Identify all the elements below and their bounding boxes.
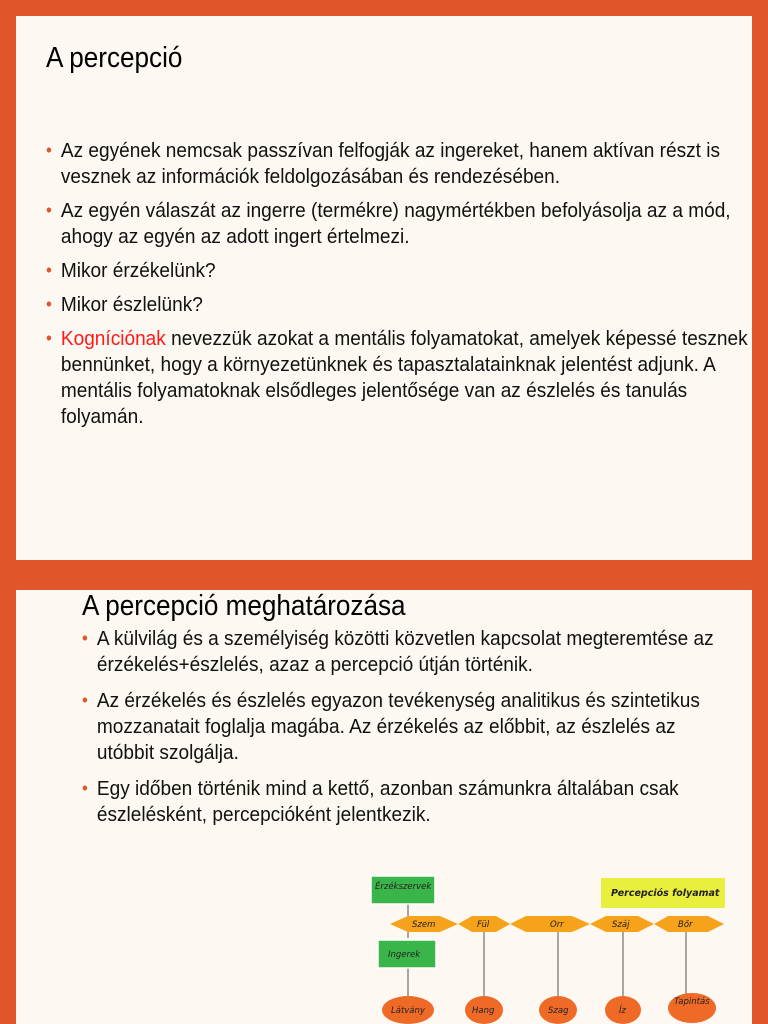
- organ-label: Száj: [612, 920, 630, 930]
- slide-2-bullet-list: [82, 626, 722, 838]
- bullet-icon: •: [82, 628, 88, 648]
- bullet-text: nevezzük azokat a mentális folyamatokat, amelyek képessé tesznek bennünket, hogy a környezetünknek és tapasztalatainknak jelentést adjunk. A mentális folyamatoknak elsődleges jelentősége van az észlelés és tanulás folyamán.: [60, 327, 748, 428]
- organ-label: Bőr: [678, 920, 693, 930]
- bullet-item: • A külvilág és a személyiség közötti közvetlen kapcsolat megteremtése az érzékelés+észlelés, azaz a percepció útján történik.: [82, 627, 714, 676]
- bullet-item: • Mikor érzékelünk?: [46, 259, 216, 282]
- output-row: [382, 993, 716, 1024]
- slide-1: [16, 16, 752, 560]
- bullet-item: • Mikor észlelünk?: [46, 293, 203, 316]
- stimuli-label: Ingerek: [388, 950, 421, 960]
- bullet-icon: •: [46, 200, 52, 220]
- slide-2: [16, 590, 752, 1024]
- process-label: Percepciós folyamat: [611, 888, 720, 899]
- senses-label: Érzékszervek: [375, 882, 432, 892]
- bullet-item: • Az egyének nemcsak passzívan felfogják az ingereket, hanem aktívan részt is vesznek az információk feldolgozásában és rendezésében.: [46, 139, 721, 188]
- bullet-item-cognition: [46, 326, 757, 430]
- output-label: Hang: [472, 1006, 495, 1016]
- organ-label: Szem: [412, 920, 436, 930]
- highlight-term: Kogníciónak: [60, 327, 166, 350]
- bullet-icon: •: [46, 328, 52, 348]
- perception-diagram: [368, 870, 752, 1024]
- output-label: Íz: [619, 1006, 626, 1016]
- organ-label: Fül: [477, 920, 490, 930]
- bullet-icon: •: [82, 690, 88, 710]
- output-label: Szag: [548, 1006, 569, 1016]
- bullet-icon: •: [82, 778, 88, 798]
- slide-1-bullet-list: [46, 138, 746, 438]
- output-label: Látvány: [391, 1006, 425, 1016]
- organ-label: Orr: [550, 920, 564, 930]
- bullet-item: • Az érzékelés és észlelés egyazon tevékenység analitikus és szintetikus mozzanatait foglalja magába. Az érzékelés az előbbit, az észlelés az utóbbit szolgálja.: [82, 689, 700, 764]
- bullet-icon: •: [46, 294, 52, 314]
- slide-2-title: A percepció meghatározása: [82, 590, 406, 622]
- organ-row: [390, 916, 724, 932]
- bullet-item: • Az egyén válaszát az ingerre (termékre) nagymértékben befolyásolja az a mód, ahogy az egyén az adott ingert értelmezi.: [46, 199, 731, 248]
- bullet-item: • Egy időben történik mind a kettő, azonban számunkra általában csak észlelésként, percepcióként jelentkezik.: [82, 777, 679, 826]
- slide-1-title: A percepció: [46, 42, 183, 74]
- bullet-icon: •: [46, 140, 52, 160]
- output-label: Tapintás: [674, 997, 710, 1007]
- bullet-icon: •: [46, 260, 52, 280]
